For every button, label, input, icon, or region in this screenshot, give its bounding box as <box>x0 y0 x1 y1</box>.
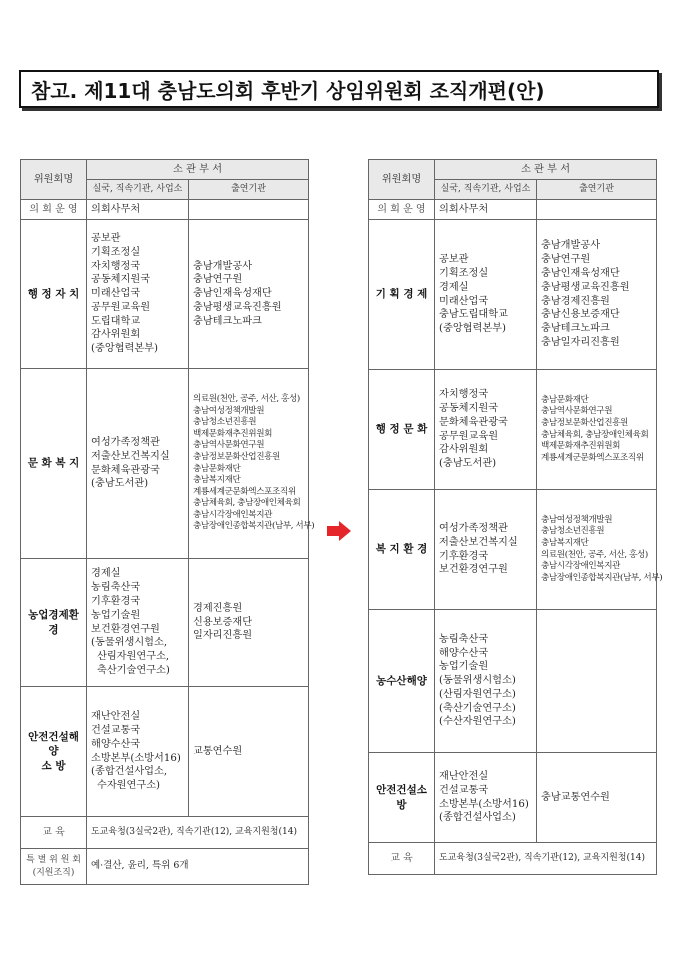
header-jurisdiction: 소 관 부 서 <box>435 160 657 180</box>
committee-name: 행 정 자 치 <box>21 220 87 369</box>
affiliated-org-list: 의료원(천안, 공주, 서산, 홍성) 충남여성정책개발원 충남청소년진흥원 백제문화재추진위원회 충남역사문화연구원 충남정보문화산업진흥원 충남문화재단 충남복지재단 계룡세계군문화엑스포조직위 충남체육회, 충남장애인체육회 충남시각장애인복지관 충남장애인종합복지관(남부, 서부) <box>189 369 309 559</box>
table-row <box>21 849 309 885</box>
affiliated-org-list <box>537 610 657 753</box>
table-row <box>369 200 657 220</box>
affiliated-org-list <box>189 200 309 220</box>
table-row <box>369 843 657 875</box>
department-list: 여성가족정책관 저출산보건복지실 기후환경국 보건환경연구원 <box>435 490 537 610</box>
table-row <box>21 687 309 817</box>
department-list: 자치행정국 공동체지원국 문화체육관광국 공무원교육원 감사위원회 (충남도서관) <box>435 370 537 490</box>
affiliated-org-list: 충남교통연수원 <box>537 753 657 843</box>
committee-name: 문 화 복 지 <box>21 369 87 559</box>
committee-name: 농수산해양 <box>369 610 435 753</box>
department-list: 의회사무처 <box>435 200 537 220</box>
header-affiliated-orgs: 출연기관 <box>189 180 309 200</box>
department-list: 도교육청(3실국2관), 직속기관(12), 교육지원청(14) <box>87 817 309 849</box>
committee-name: 의 회 운 영 <box>369 200 435 220</box>
department-list: 공보관 기획조정실 자치행정국 공동체지원국 미래산업국 공무원교육원 도립대학교 감사위원회 (중앙협력본부) <box>87 220 189 369</box>
document-title: 참고. 제11대 충남도의회 후반기 상임위원회 조직개편(안) <box>19 70 659 108</box>
table-row <box>369 370 657 490</box>
department-list: 여성가족정책관 저출산보건복지실 문화체육관광국 (충남도서관) <box>87 369 189 559</box>
table-row <box>21 817 309 849</box>
committee-name: 의 회 운 영 <box>21 200 87 220</box>
committee-name: 교 육 <box>369 843 435 875</box>
department-list: 재난안전실 건설교통국 소방본부(소방서16) (종합건설사업소) <box>435 753 537 843</box>
committee-name: 안전건설소방 <box>369 753 435 843</box>
header-jurisdiction: 소 관 부 서 <box>87 160 309 180</box>
affiliated-org-list <box>537 200 657 220</box>
affiliated-org-list: 충남여성정책개발원 충남청소년진흥원 충남복지재단 의료원(천안, 공주, 서산, 홍성) 충남시각장애인복지관 충남장애인종합복지관(남부, 서부) <box>537 490 657 610</box>
affiliated-org-list: 충남문화재단 충남역사문화연구원 충남정보문화산업진흥원 충남체육회, 충남장애인체육회 백제문화재추진위원회 계룡세계군문화엑스포조직위 <box>537 370 657 490</box>
table-row <box>21 200 309 220</box>
header-departments: 실국, 직속기관, 사업소 <box>435 180 537 200</box>
header-committee-name: 위원회명 <box>21 160 87 200</box>
affiliated-org-list: 충남개발공사 충남연구원 충남인재육성재단 충남평생교육진흥원 충남경제진흥원 충남신용보증재단 충남테크노파크 충남일자리진흥원 <box>537 220 657 370</box>
committee-name: 농업경제환경 <box>21 559 87 687</box>
right-arrow-icon <box>327 521 351 541</box>
table-row <box>369 610 657 753</box>
table-row <box>21 559 309 687</box>
department-list: 예·결산, 윤리, 특위 6개 <box>87 849 309 885</box>
committee-name: 특 별 위 원 회 (지원조직) <box>21 849 87 885</box>
committee-name: 복 지 환 경 <box>369 490 435 610</box>
committee-name: 기 획 경 제 <box>369 220 435 370</box>
department-list: 경제실 농림축산국 기후환경국 농업기술원 보건환경연구원 (동물위생시험소, 산림자원연구소, 축산기술연구소) <box>87 559 189 687</box>
proposed-organization-table <box>368 159 663 875</box>
header-committee-name: 위원회명 <box>369 160 435 200</box>
header-departments: 실국, 직속기관, 사업소 <box>87 180 189 200</box>
department-list: 재난안전실 건설교통국 해양수산국 소방본부(소방서16) (종합건설사업소, 수자원연구소) <box>87 687 189 817</box>
header-affiliated-orgs: 출연기관 <box>537 180 657 200</box>
department-list: 도교육청(3실국2관), 직속기관(12), 교육지원청(14) <box>435 843 657 875</box>
department-list: 농림축산국 해양수산국 농업기술원 (동물위생시험소) (산림자원연구소) (축산기술연구소) (수산자원연구소) <box>435 610 537 753</box>
current-organization-table <box>20 159 315 885</box>
affiliated-org-list: 경제진흥원 신용보증재단 일자리진흥원 <box>189 559 309 687</box>
department-list: 공보관 기획조정실 경제실 미래산업국 충남도립대학교 (중앙협력본부) <box>435 220 537 370</box>
committee-name: 안전건설해양 소 방 <box>21 687 87 817</box>
table-row <box>369 220 657 370</box>
table-row <box>21 369 309 559</box>
affiliated-org-list: 충남개발공사 충남연구원 충남인재육성재단 충남평생교육진흥원 충남테크노파크 <box>189 220 309 369</box>
table-row <box>21 220 309 369</box>
affiliated-org-list: 교통연수원 <box>189 687 309 817</box>
table-row <box>369 753 657 843</box>
committee-name: 행 정 문 화 <box>369 370 435 490</box>
table-row <box>369 490 657 610</box>
department-list: 의회사무처 <box>87 200 189 220</box>
committee-name: 교 육 <box>21 817 87 849</box>
